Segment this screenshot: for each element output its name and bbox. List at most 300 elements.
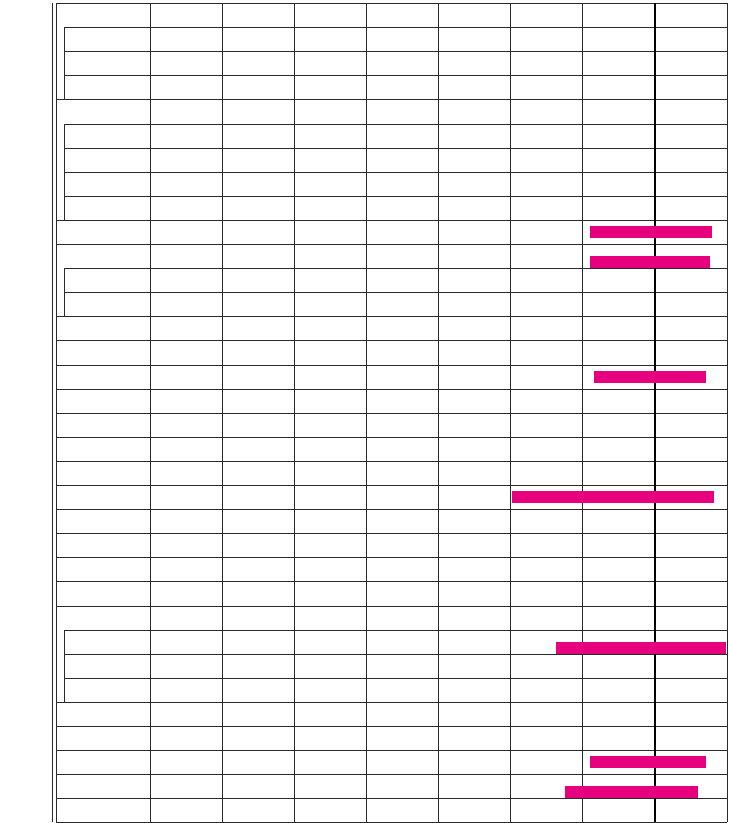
row-divider <box>56 533 727 534</box>
value-cell <box>438 774 510 798</box>
value-cell <box>510 124 582 148</box>
value-cell <box>294 606 366 630</box>
value-cell <box>510 27 582 51</box>
value-cell <box>150 581 222 605</box>
value-cell <box>150 292 222 316</box>
value-cell <box>654 461 727 485</box>
value-cell <box>294 702 366 726</box>
value-cell <box>366 557 438 581</box>
value-cell <box>582 461 654 485</box>
value-cell <box>366 51 438 75</box>
value-cell <box>150 172 222 196</box>
value-cell <box>222 244 294 268</box>
value-cell <box>222 27 294 51</box>
value-cell <box>150 148 222 172</box>
row-divider <box>56 99 727 100</box>
value-cell <box>510 316 582 340</box>
row-divider <box>64 148 727 149</box>
highlight-mark <box>590 756 706 768</box>
value-cell <box>222 726 294 750</box>
value-cell <box>654 75 727 99</box>
value-cell <box>438 99 510 123</box>
value-cell <box>510 196 582 220</box>
value-cell <box>438 437 510 461</box>
value-cell <box>294 3 366 27</box>
value-cell <box>654 413 727 437</box>
value-cell <box>438 533 510 557</box>
value-cell <box>582 124 654 148</box>
value-cell <box>294 268 366 292</box>
value-cell <box>654 3 727 27</box>
value-cell <box>294 437 366 461</box>
value-cell <box>150 365 222 389</box>
value-cell <box>582 148 654 172</box>
value-cell <box>222 268 294 292</box>
value-cell <box>366 726 438 750</box>
highlight-mark <box>590 226 712 238</box>
row-divider <box>56 702 727 703</box>
value-cell <box>222 75 294 99</box>
value-cell <box>222 654 294 678</box>
value-cell <box>150 702 222 726</box>
value-cell <box>222 630 294 654</box>
column-divider <box>510 3 511 822</box>
value-cell <box>582 726 654 750</box>
value-cell <box>366 750 438 774</box>
value-cell <box>150 437 222 461</box>
subrow-indent-line <box>64 678 65 702</box>
value-cell <box>366 702 438 726</box>
value-cell <box>510 389 582 413</box>
value-cell <box>294 196 366 220</box>
value-cell <box>222 437 294 461</box>
row-divider <box>64 196 727 197</box>
value-cell <box>438 316 510 340</box>
value-cell <box>366 606 438 630</box>
row-divider <box>56 389 727 390</box>
value-cell <box>366 654 438 678</box>
value-cell <box>510 51 582 75</box>
row-divider <box>64 268 727 269</box>
value-cell <box>222 148 294 172</box>
value-cell <box>582 798 654 822</box>
row-label <box>56 220 148 244</box>
region-label <box>0 3 52 822</box>
value-cell <box>582 268 654 292</box>
value-cell <box>510 678 582 702</box>
value-cell <box>654 581 727 605</box>
value-cell <box>582 581 654 605</box>
row-divider <box>56 413 727 414</box>
value-cell <box>366 365 438 389</box>
value-cell <box>510 340 582 364</box>
row-label <box>56 702 148 726</box>
row-divider <box>64 75 727 76</box>
value-cell <box>366 581 438 605</box>
row-label <box>56 75 148 99</box>
value-cell <box>654 172 727 196</box>
value-cell <box>510 461 582 485</box>
value-cell <box>366 172 438 196</box>
value-cell <box>222 124 294 148</box>
value-cell <box>510 533 582 557</box>
value-cell <box>510 557 582 581</box>
value-cell <box>654 437 727 461</box>
value-cell <box>582 702 654 726</box>
value-cell <box>438 702 510 726</box>
value-cell <box>150 196 222 220</box>
row-label <box>56 316 148 340</box>
value-cell <box>366 437 438 461</box>
value-cell <box>294 220 366 244</box>
value-cell <box>582 51 654 75</box>
highlight-mark <box>565 786 698 798</box>
row-label <box>56 798 148 822</box>
value-cell <box>150 774 222 798</box>
value-cell <box>510 3 582 27</box>
value-cell <box>294 99 366 123</box>
value-cell <box>438 750 510 774</box>
row-divider <box>56 316 727 317</box>
value-cell <box>654 99 727 123</box>
value-cell <box>438 124 510 148</box>
row-divider <box>56 485 727 486</box>
highlight-mark <box>512 491 714 503</box>
value-cell <box>654 702 727 726</box>
value-cell <box>222 774 294 798</box>
value-cell <box>366 509 438 533</box>
column-divider <box>56 3 57 822</box>
value-cell <box>510 798 582 822</box>
subrow-indent-line <box>64 172 65 196</box>
row-divider <box>56 365 727 366</box>
value-cell <box>150 51 222 75</box>
value-cell <box>222 750 294 774</box>
value-cell <box>654 654 727 678</box>
row-label <box>56 557 148 581</box>
value-cell <box>150 678 222 702</box>
value-cell <box>294 750 366 774</box>
value-cell <box>294 365 366 389</box>
value-cell <box>366 461 438 485</box>
value-cell <box>366 389 438 413</box>
row-label <box>56 3 148 27</box>
value-cell <box>438 172 510 196</box>
value-cell <box>654 798 727 822</box>
value-cell <box>438 196 510 220</box>
row-divider <box>64 630 727 631</box>
column-divider <box>366 3 367 822</box>
value-cell <box>222 292 294 316</box>
value-cell <box>150 726 222 750</box>
value-cell <box>582 3 654 27</box>
subrow-indent-line <box>64 196 65 220</box>
row-label <box>56 99 148 123</box>
highlight-mark <box>590 256 710 268</box>
value-cell <box>366 798 438 822</box>
value-cell <box>150 389 222 413</box>
value-cell <box>222 533 294 557</box>
value-cell <box>222 509 294 533</box>
value-cell <box>222 702 294 726</box>
row-divider <box>56 581 727 582</box>
value-cell <box>294 340 366 364</box>
value-cell <box>438 461 510 485</box>
value-cell <box>438 798 510 822</box>
value-cell <box>294 172 366 196</box>
value-cell <box>654 606 727 630</box>
value-cell <box>222 51 294 75</box>
subrow-indent-line <box>64 268 65 292</box>
value-cell <box>366 148 438 172</box>
value-cell <box>582 533 654 557</box>
row-divider <box>64 172 727 173</box>
row-divider <box>64 678 727 679</box>
value-cell <box>510 750 582 774</box>
value-cell <box>366 244 438 268</box>
value-cell <box>150 340 222 364</box>
row-divider <box>64 292 727 293</box>
value-cell <box>366 316 438 340</box>
value-cell <box>222 413 294 437</box>
value-cell <box>150 606 222 630</box>
value-cell <box>150 124 222 148</box>
row-divider <box>56 557 727 558</box>
value-cell <box>510 365 582 389</box>
value-cell <box>438 220 510 244</box>
subrow-indent-line <box>64 292 65 316</box>
value-cell <box>294 509 366 533</box>
highlight-mark <box>556 642 726 654</box>
row-label <box>56 51 148 75</box>
value-cell <box>438 630 510 654</box>
value-cell <box>582 389 654 413</box>
value-cell <box>582 606 654 630</box>
value-cell <box>294 316 366 340</box>
value-cell <box>294 244 366 268</box>
value-cell <box>510 220 582 244</box>
value-cell <box>582 316 654 340</box>
row-label <box>56 750 148 774</box>
value-cell <box>366 268 438 292</box>
value-cell <box>582 509 654 533</box>
subrow-indent-line <box>64 654 65 678</box>
value-cell <box>222 678 294 702</box>
value-cell <box>510 654 582 678</box>
value-cell <box>150 27 222 51</box>
value-cell <box>438 75 510 99</box>
row-label <box>56 581 148 605</box>
value-cell <box>150 413 222 437</box>
value-cell <box>510 172 582 196</box>
value-cell <box>582 678 654 702</box>
value-cell <box>294 581 366 605</box>
row-label <box>56 196 148 220</box>
value-cell <box>438 606 510 630</box>
value-cell <box>438 365 510 389</box>
value-cell <box>222 340 294 364</box>
row-divider <box>56 3 727 4</box>
row-label <box>56 413 148 437</box>
value-cell <box>438 654 510 678</box>
value-cell <box>294 798 366 822</box>
subrow-indent-line <box>64 51 65 75</box>
value-cell <box>222 557 294 581</box>
row-divider <box>64 124 727 125</box>
value-cell <box>294 292 366 316</box>
value-cell <box>366 75 438 99</box>
value-cell <box>150 3 222 27</box>
value-cell <box>366 340 438 364</box>
value-cell <box>150 244 222 268</box>
row-label <box>56 461 148 485</box>
value-cell <box>654 292 727 316</box>
subrow-indent-line <box>64 75 65 99</box>
row-label <box>56 268 148 292</box>
value-cell <box>150 75 222 99</box>
value-cell <box>294 678 366 702</box>
value-cell <box>294 557 366 581</box>
row-label <box>56 27 148 51</box>
value-cell <box>294 630 366 654</box>
value-cell <box>654 27 727 51</box>
value-cell <box>366 292 438 316</box>
value-cell <box>510 509 582 533</box>
value-cell <box>150 798 222 822</box>
value-cell <box>582 654 654 678</box>
value-cell <box>222 99 294 123</box>
value-cell <box>366 196 438 220</box>
value-cell <box>438 244 510 268</box>
value-cell <box>366 774 438 798</box>
value-cell <box>582 340 654 364</box>
value-cell <box>294 461 366 485</box>
value-cell <box>366 630 438 654</box>
value-cell <box>582 557 654 581</box>
value-cell <box>438 581 510 605</box>
row-divider <box>56 726 727 727</box>
column-divider <box>52 3 53 822</box>
value-cell <box>222 3 294 27</box>
value-cell <box>222 365 294 389</box>
row-divider <box>56 244 727 245</box>
value-cell <box>366 99 438 123</box>
row-divider <box>56 437 727 438</box>
value-cell <box>150 533 222 557</box>
value-cell <box>294 485 366 509</box>
value-cell <box>510 581 582 605</box>
value-cell <box>366 3 438 27</box>
value-cell <box>150 557 222 581</box>
value-cell <box>510 292 582 316</box>
row-label <box>56 509 148 533</box>
value-cell <box>510 413 582 437</box>
value-cell <box>150 630 222 654</box>
row-divider <box>56 606 727 607</box>
column-divider <box>150 3 151 822</box>
value-cell <box>438 340 510 364</box>
value-cell <box>438 268 510 292</box>
value-cell <box>366 413 438 437</box>
value-cell <box>438 726 510 750</box>
value-cell <box>222 220 294 244</box>
value-cell <box>582 75 654 99</box>
row-divider <box>56 461 727 462</box>
row-divider <box>56 750 727 751</box>
value-cell <box>294 726 366 750</box>
value-cell <box>150 509 222 533</box>
value-cell <box>222 485 294 509</box>
value-cell <box>366 533 438 557</box>
row-label <box>56 678 148 702</box>
value-cell <box>510 702 582 726</box>
value-cell <box>150 316 222 340</box>
value-cell <box>366 220 438 244</box>
value-cell <box>222 316 294 340</box>
column-divider <box>222 3 223 822</box>
value-cell <box>582 413 654 437</box>
value-cell <box>654 389 727 413</box>
value-cell <box>294 413 366 437</box>
value-cell <box>510 148 582 172</box>
value-cell <box>222 461 294 485</box>
value-cell <box>222 606 294 630</box>
row-label <box>56 606 148 630</box>
value-cell <box>222 581 294 605</box>
row-label <box>56 389 148 413</box>
value-cell <box>150 485 222 509</box>
value-cell <box>294 27 366 51</box>
row-divider <box>56 220 727 221</box>
row-label <box>56 654 148 678</box>
value-cell <box>294 51 366 75</box>
value-cell <box>294 533 366 557</box>
row-label <box>56 124 148 148</box>
value-cell <box>438 292 510 316</box>
value-cell <box>654 726 727 750</box>
value-cell <box>654 196 727 220</box>
subrow-indent-line <box>64 124 65 148</box>
row-divider <box>64 654 727 655</box>
value-cell <box>582 196 654 220</box>
column-divider <box>438 3 439 822</box>
value-cell <box>582 292 654 316</box>
value-cell <box>654 124 727 148</box>
value-cell <box>654 678 727 702</box>
column-divider <box>727 3 728 822</box>
row-label <box>56 148 148 172</box>
highlight-mark <box>594 371 706 383</box>
value-cell <box>510 268 582 292</box>
row-divider <box>64 27 727 28</box>
value-cell <box>582 99 654 123</box>
value-cell <box>438 27 510 51</box>
row-label <box>56 292 148 316</box>
value-cell <box>510 99 582 123</box>
row-label <box>56 172 148 196</box>
row-divider <box>64 51 727 52</box>
row-divider <box>56 774 727 775</box>
row-divider <box>56 340 727 341</box>
value-cell <box>366 678 438 702</box>
subrow-indent-line <box>64 27 65 51</box>
column-divider <box>582 3 583 822</box>
value-cell <box>582 172 654 196</box>
value-cell <box>366 124 438 148</box>
subrow-indent-line <box>64 630 65 654</box>
value-cell <box>366 27 438 51</box>
value-cell <box>654 509 727 533</box>
